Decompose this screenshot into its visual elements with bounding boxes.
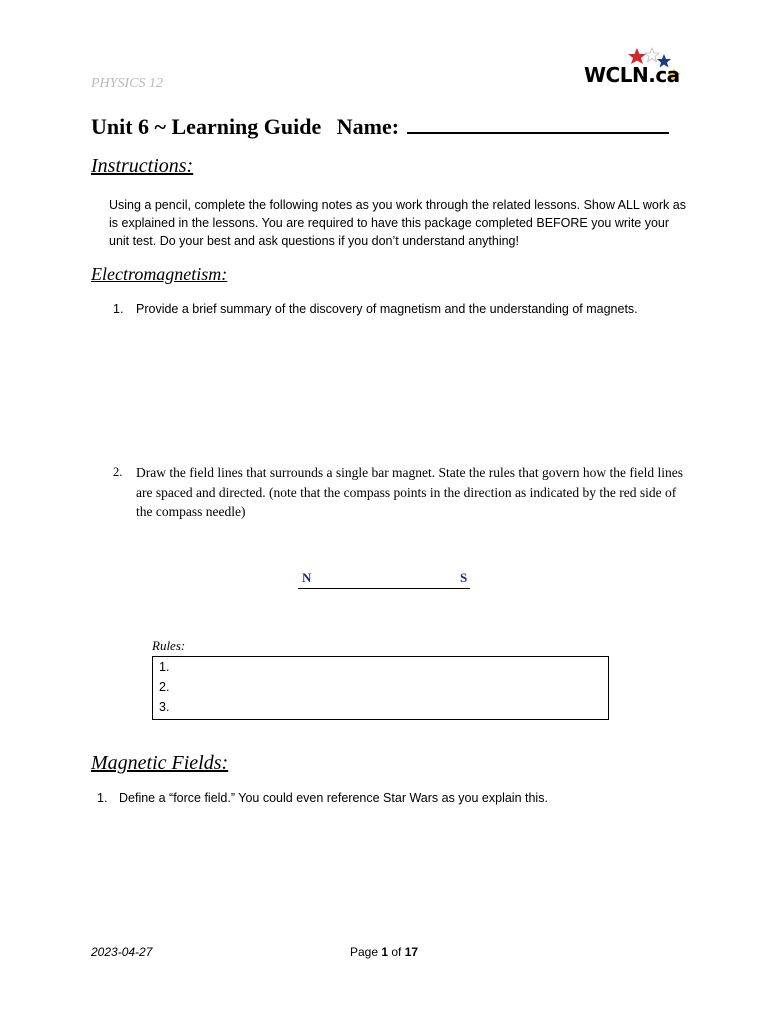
instructions-text: Using a pencil, complete the following notes as you work through the related lessons. Show ALL work as is explained in the lessons. You are required to have this package completed BEFORE you write your unit test. Do your best and ask questions if you don’t understand anything! (109, 198, 686, 248)
magnet-north-label: N (302, 570, 312, 585)
name-label: Name: (336, 114, 400, 139)
electromagnetism-heading: Electromagnetism: (91, 264, 228, 284)
question-number: 1. (97, 791, 108, 805)
magnetic-fields-heading: Magnetic Fields: (91, 752, 229, 774)
page-of: of (388, 945, 405, 959)
question-number: 1. (113, 302, 124, 316)
rules-label: Rules: (152, 638, 186, 653)
footer-page-number (350, 945, 418, 959)
name-blank-line[interactable] (407, 112, 669, 134)
question-number: 2. (113, 465, 123, 479)
rule-1: 1. (159, 660, 170, 674)
rule-2: 2. (159, 680, 170, 694)
question-text: Define a “force field.” You could even reference Star Wars as you explain this. (119, 791, 548, 805)
logo-text: WCLN.ca (584, 63, 680, 87)
page-prefix: Page (350, 945, 382, 959)
wcln-logo (584, 46, 684, 90)
instructions-heading: Instructions: (91, 155, 194, 177)
footer-date: 2023-04-27 (91, 945, 153, 959)
white-star-icon (645, 48, 659, 62)
title-text: Unit 6 ~ Learning Guide (91, 114, 322, 139)
red-star-icon (628, 48, 646, 64)
question-text: Draw the field lines that surrounds a single bar magnet. State the rules that govern how the field lines are spaced and directed. (note that the compass points in the direction as indicated by the red side of the compass needle) (136, 465, 683, 519)
page-title (91, 112, 669, 140)
page-total: 17 (404, 945, 419, 959)
course-label: PHYSICS 12 (91, 76, 163, 91)
question-text: Provide a brief summary of the discovery of magnetism and the understanding of magnets. (136, 302, 638, 316)
magnet-south-label: S (460, 570, 468, 585)
page-current: 1 (381, 945, 389, 959)
bar-magnet-line (298, 588, 470, 589)
rules-box[interactable] (152, 656, 609, 720)
rule-3: 3. (159, 700, 170, 714)
